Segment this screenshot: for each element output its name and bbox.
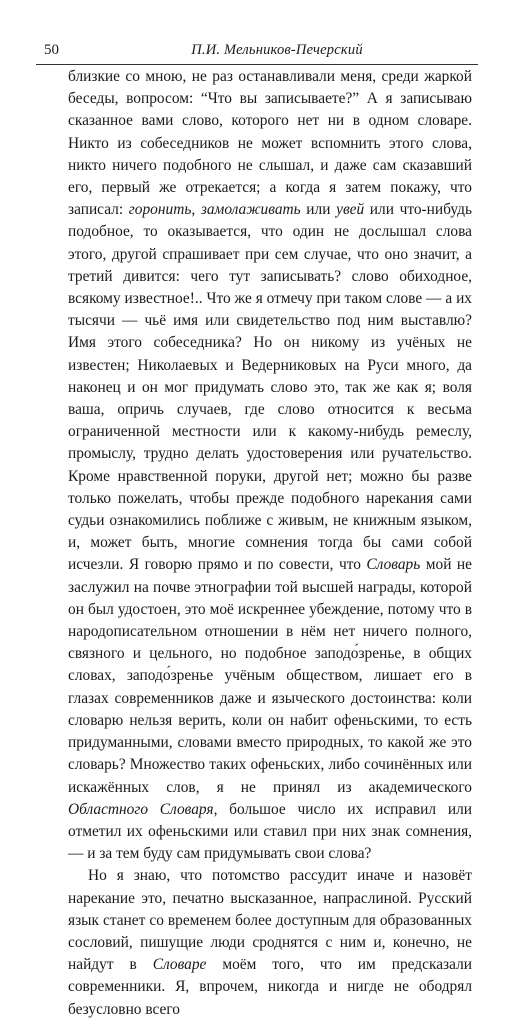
- page-number: 50: [44, 42, 59, 58]
- text-run: близкие со мною, не раз останавливали меня, среди жаркой беседы, вопросом: “Что вы записываете?” А я записываю сказанное вами слово, которого нет ни в одном словаре. Никто из собеседников не может вспомнить этого слова, никто ничего подобного не слышал, и даже сам сказавший его, первый же отрекается; а когда я затем покажу, что записал:: [68, 68, 472, 219]
- body-text: [68, 66, 472, 1021]
- italic-text: Словарь: [366, 556, 421, 574]
- running-head: П.И. Мельников-Печерский: [191, 42, 363, 58]
- text-run: мой не заслужил на почве этнографии той высшей награды, которой он был удостоен, это моё искреннее убеждение, потому что в народописательном отношении в нём нет ничего полного, связного и цельного, но подобное заподо́зренье, в общих словах, заподо́зренье учёным обществом, лишает его в глазах современников даже и языческого достоинства: коли словарю нельзя верить, коли он набит офеньскими, то есть придуманными, словами вместо природных, то какой же это словарь? Множество таких офеньских, либо сочинённых или искажённых слов, я не принял из академического: [68, 556, 472, 796]
- text-run: Но я знаю, что потомство рассудит иначе и назовёт нарекание это, печатно высказанное, напраслиной. Русский язык станет со временем более доступным для образованных сословий, пишущие люди сроднятся с ним и, конечно, не найдут в: [68, 867, 472, 974]
- italic-text: увей: [336, 201, 365, 219]
- text-run: или: [300, 201, 337, 219]
- text-run: или что-нибудь подобное, то оказывается, что один не дослышал слова этого, другой спрашивает при сем случае, что оно значит, а третий дивится: чего тут записывать? слово обиходное, всякому известное!.. Что же я отмечу при таком слове — а их тысячи — чьё имя или свидетельство под ним выставлю? Имя этого собеседника? Но он никому из учёных не известен; Николаевых и Ведерниковых на Руси много, да наконец и он мог придумать слово это, так же как я; воля ваша, опричь случаев, где слово относится к весьма ограниченной местности или к какому-нибудь ремеслу, промыслу, трудно делать удостоверения или ручательство. Кроме нравственной поруки, другой нет; можно бы разве только пожелать, чтобы прежде подобного нарекания сами судьи ознакомились поближе с живым, не книжным языком, и, может быть, многие сомнения тогда бы сами собой исчезли. Я говорю прямо и по совести, что: [68, 201, 472, 574]
- italic-text: Словаре: [152, 956, 207, 974]
- paragraph: [68, 865, 472, 1020]
- italic-text: Областного Словаря: [68, 800, 214, 818]
- italic-text: горонить, замолаживать: [128, 201, 301, 219]
- paragraph: [68, 66, 472, 865]
- page-header: [36, 40, 478, 65]
- text-run: моём того, что им предсказали современники. Я, впрочем, никогда и нигде не ободрял безусловно всего: [68, 956, 472, 1018]
- text-run: , большое число их исправил или отметил их офеньскими или ставил при них знак сомнения, — и за тем буду сам придумывать свои слова?: [68, 800, 472, 863]
